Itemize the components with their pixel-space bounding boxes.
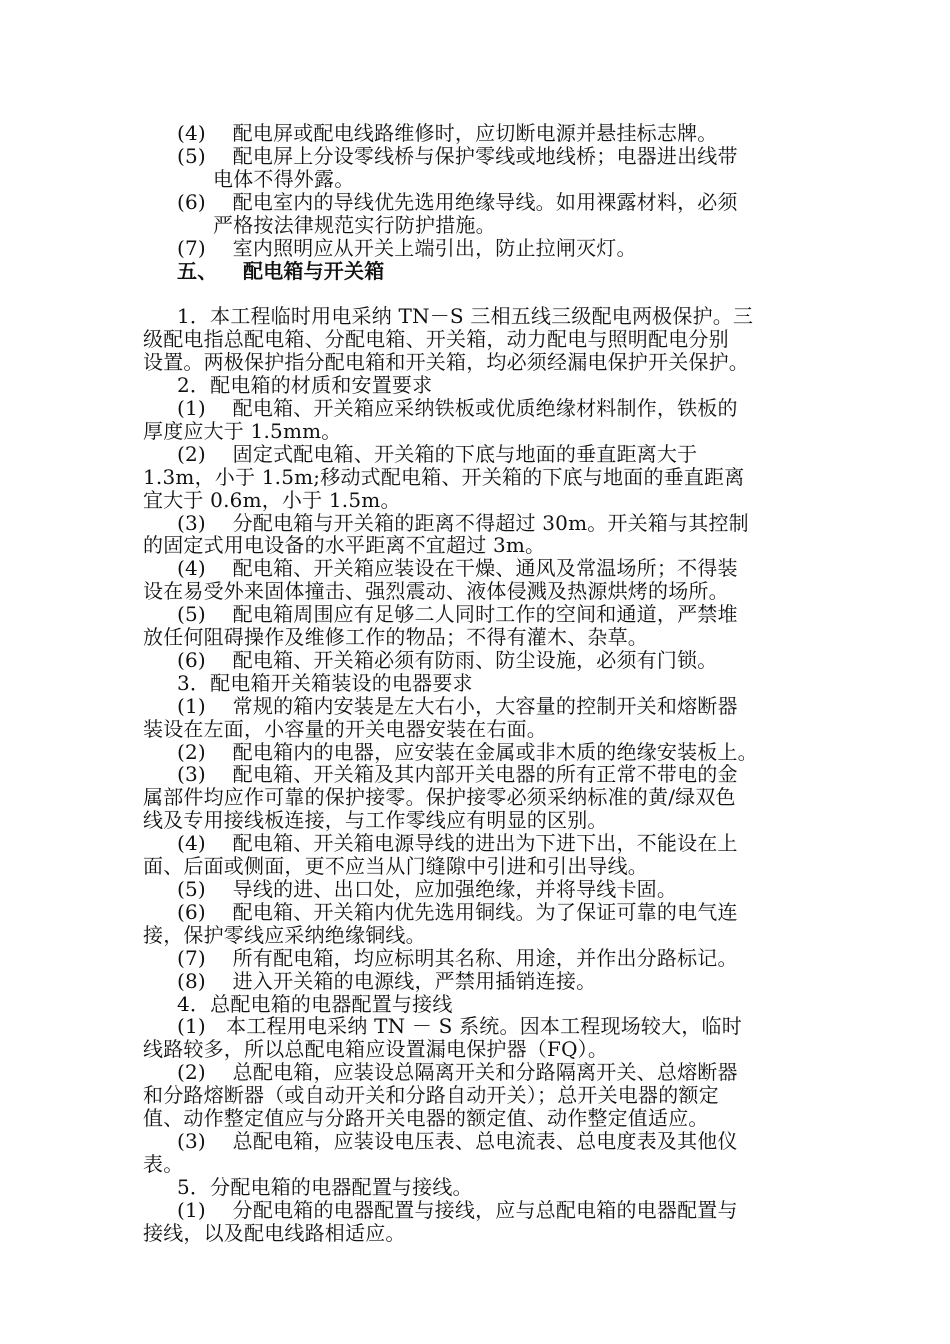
paragraph-line: 设置。两极保护指分配电箱和开关箱，均必须经漏电保护开关保护。 [143,350,749,375]
list-item-continuation: 放任何阻碍操作及维修工作的物品；不得有灌木、杂草。 [143,625,648,650]
list-item-continuation: 设在易受外来固体撞击、强烈震动、液体侵溅及热源烘烤的场所。 [143,579,729,604]
list-item: (5) 配电箱周围应有足够二人同时工作的空间和通道，严禁堆 [177,602,738,627]
list-item-continuation: 线及专用接线板连接，与工作零线应有明显的区别。 [143,808,608,833]
paragraph-line: 1．本工程临时用电采纳 TN－S 三相五线三级配电两极保护。三 [177,304,754,329]
list-item: (4) 配电屏或配电线路维修时，应切断电源并悬挂标志牌。 [177,121,718,145]
list-item: (4) 配电箱、开关箱应装设在干燥、通风及常温场所；不得装 [177,556,738,581]
list-item: (6) 配电箱、开关箱内优先选用铜线。为了保证可靠的电气连 [177,899,738,924]
subsection-heading: 3．配电箱开关箱装设的电器要求 [177,670,473,695]
list-item: (1) 分配电箱的电器配置与接线，应与总配电箱的电器配置与 [177,1197,738,1222]
list-item-continuation: 面、后面或侧面，更不应当从门缝隙中引进和引出导线。 [143,854,648,879]
list-item: (5) 导线的进、出口处，应加强绝缘，并将导线卡固。 [177,877,678,901]
list-item-continuation: 接，保护零线应采纳绝缘铜线。 [143,922,426,947]
list-item: (7) 所有配电箱，均应标明其名称、用途，并作出分路标记。 [177,945,738,970]
section-title: 配电箱与开关箱 [243,259,385,284]
list-item: (1) 常规的箱内安装是左大右小，大容量的控制开关和熔断器 [177,693,738,718]
list-item: (2) 固定式配电箱、开关箱的下底与地面的垂直距离大于 [177,441,698,466]
paragraph-line: 级配电指总配电箱、分配电箱、开关箱，动力配电与照明配电分别 [143,327,729,352]
list-item: (5) 配电屏上分设零线桥与保护零线或地线桥；电器进出线带 [177,143,738,168]
subsection-heading: 2．配电箱的材质和安置要求 [177,373,433,398]
list-item-continuation: 电体不得外露。 [213,166,355,191]
list-item: (6) 配电箱、开关箱必须有防雨、防尘设施，必须有门锁。 [177,647,718,672]
list-item: (1) 配电箱、开关箱应采纳铁板或优质绝缘材料制作，铁板的 [177,395,738,420]
list-item: (3) 配电箱、开关箱及其内部开关电器的所有正常不带电的金 [177,762,738,787]
subsection-heading: 4．总配电箱的电器配置与接线 [177,991,453,1016]
subsection-heading: 5．分配电箱的电器配置与接线。 [177,1174,473,1199]
list-item-continuation: 值、动作整定值应与分路开关电器的额定值、动作整定值适应。 [143,1106,709,1131]
list-item-continuation: 属部件均应作可靠的保护接零。保护接零必须采纳标准的黄/绿双色 [143,785,736,810]
list-item-continuation: 宜大于 0.6m，小于 1.5m。 [143,487,401,512]
list-item: (4) 配电箱、开关箱电源导线的进出为下进下出，不能设在上 [177,831,738,856]
list-item: (1) 本工程用电采纳 TN － S 系统。因本工程现场较大，临时 [177,1014,742,1039]
document-page [143,122,823,1245]
list-item: (7) 室内照明应从开关上端引出，防止拉闸灭灯。 [177,235,637,260]
list-item-continuation: 装设在左面，小容量的开关电器安装在右面。 [143,716,547,741]
list-item-continuation: 的固定式用电设备的水平距离不宜超过 3m。 [143,533,546,558]
section-number: 五、 [177,259,218,284]
list-item-continuation: 表。 [143,1151,184,1176]
list-item: (2) 配电箱内的电器，应安装在金属或非木质的绝缘安装板上。 [177,739,758,764]
list-item: (8) 进入开关箱的电源线，严禁用插销连接。 [177,968,597,993]
list-item-continuation: 厚度应大于 1.5mm。 [143,418,342,443]
list-item: (3) 分配电箱与开关箱的距离不得超过 30m。开关箱与其控制 [177,510,749,535]
list-item-continuation: 严格按法律规范实行防护措施。 [213,212,496,237]
list-item: (3) 总配电箱，应装设电压表、总电流表、总电度表及其他仪 [177,1128,738,1153]
list-item: (6) 配电室内的导线优先选用绝缘导线。如用裸露材料，必须 [177,189,738,214]
section-heading [143,260,823,283]
list-item-continuation: 1.3m，小于 1.5m;移动式配电箱、开关箱的下底与地面的垂直距离 [143,464,745,489]
list-item: (2) 总配电箱，应装设总隔离开关和分路隔离开关、总熔断器 [177,1060,738,1085]
list-item-continuation: 和分路熔断器（或自动开关和分路自动开关）；总开关电器的额定 [143,1083,719,1108]
list-item-continuation: 线路较多，所以总配电箱应设置漏电保护器（FQ）。 [143,1037,609,1062]
list-item-continuation: 接线，以及配电线路相适应。 [143,1220,406,1245]
